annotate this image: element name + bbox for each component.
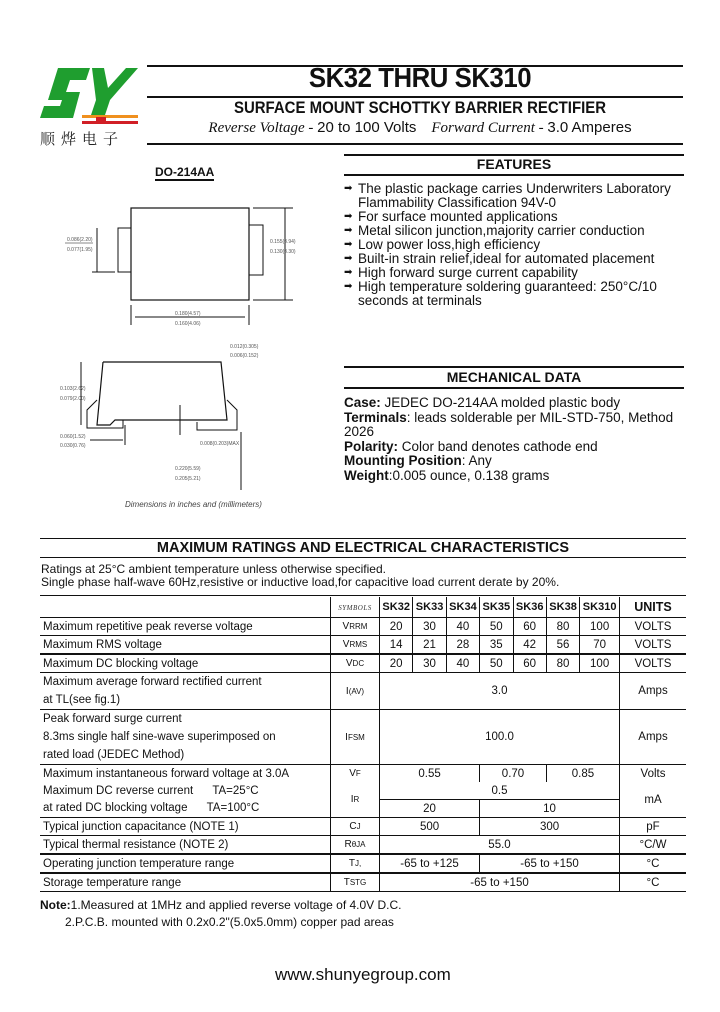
website-link[interactable]: www.shunyegroup.com — [275, 965, 451, 984]
divider — [344, 387, 684, 389]
feature-item: ➡ High forward surge current capability — [344, 265, 578, 280]
svg-text:0.077(1.95): 0.077(1.95) — [67, 247, 93, 253]
svg-text:0.220(5.59): 0.220(5.59) — [175, 466, 201, 472]
table-row: Maximum DC reverse current TA=25°C IR 0.5 mA — [40, 782, 686, 800]
reverse-voltage-value: 20 to 100 Volts — [317, 119, 417, 136]
package-top-view-drawing — [55, 195, 345, 335]
svg-text:0.155(3.94): 0.155(3.94) — [270, 239, 296, 245]
forward-current-label: Forward Current - — [431, 120, 548, 136]
divider — [40, 557, 686, 558]
feature-item: ➡ For surface mounted applications — [344, 209, 558, 224]
note-1: 1.Measured at 1MHz and applied reverse voltage of 4.0V D.C. — [70, 898, 402, 912]
svg-text:0.030(0.76): 0.030(0.76) — [60, 443, 86, 449]
summary-ratings — [160, 119, 680, 137]
package-side-view-drawing — [55, 340, 345, 500]
features-list — [344, 182, 684, 308]
divider — [147, 143, 683, 145]
svg-text:0.205(5.21): 0.205(5.21) — [175, 476, 201, 482]
ratings-heading: MAXIMUM RATINGS AND ELECTRICAL CHARACTERISTICS — [156, 540, 570, 556]
dim-text: 0.086(2.20) — [67, 237, 93, 243]
table-row: Maximum RMS voltage VRMS 14 21 28 35 42 56 70 VOLTS — [40, 636, 686, 655]
notes-label: Note: — [40, 898, 71, 912]
svg-text:0.079(2.00): 0.079(2.00) — [60, 396, 86, 402]
table-row: Typical thermal resistance (NOTE 2) RθJA 55.0 °C/W — [40, 836, 686, 855]
divider — [40, 538, 686, 539]
subtitle: SURFACE MOUNT SCHOTTKY BARRIER RECTIFIER — [233, 98, 607, 117]
features-heading: FEATURES — [476, 156, 552, 172]
feature-item: ➡ High temperature soldering guaranteed: 250°C/10 seconds at terminals — [344, 279, 657, 308]
bullet-icon: ➡ — [344, 225, 353, 236]
svg-text:0.006(0.152): 0.006(0.152) — [230, 353, 259, 359]
bullet-icon: ➡ — [344, 183, 353, 194]
bullet-icon: ➡ — [344, 211, 353, 222]
svg-text:0.008(0.203)MAX: 0.008(0.203)MAX — [200, 441, 240, 447]
table-row: Maximum average forward rectified current at TL(see fig.1) I(AV) 3.0 Amps — [40, 673, 686, 710]
svg-text:0.060(1.52): 0.060(1.52) — [60, 434, 86, 440]
table-row: Maximum repetitive peak reverse voltage VRRM 20 30 40 50 60 80 100 VOLTS — [40, 618, 686, 636]
svg-text:0.103(2.62): 0.103(2.62) — [60, 386, 86, 392]
table-row: Typical junction capacitance (NOTE 1) CJ 500 300 pF — [40, 818, 686, 836]
table-header-row: SYMBOLS SK32 SK33 SK34 SK35 SK36 SK38 SK310 UNITS — [40, 597, 686, 618]
table-row: Maximum instantaneous forward voltage at 3.0A VF 0.55 0.70 0.85 Volts — [40, 765, 686, 783]
bullet-icon: ➡ — [344, 281, 353, 292]
svg-text:0.130(3.30): 0.130(3.30) — [270, 249, 296, 255]
bullet-icon: ➡ — [344, 253, 353, 264]
table-row: Operating junction temperature range TJ, -65 to +125 -65 to +150 °C — [40, 854, 686, 873]
reverse-voltage-label: Reverse Voltage - — [208, 120, 318, 136]
table-row: Peak forward surge current 8.3ms single half sine-wave superimposed on rated load (JEDEC Method) IFSM 100.0 Amps — [40, 710, 686, 765]
mechanical-heading: MECHANICAL DATA — [446, 369, 582, 385]
notes — [40, 897, 402, 931]
feature-item: ➡ Built-in strain relief,ideal for automated placement — [344, 251, 655, 266]
feature-item: ➡ Metal silicon junction,majority carrier conduction — [344, 223, 645, 238]
sy-logo-icon — [38, 60, 138, 130]
bullet-icon: ➡ — [344, 267, 353, 278]
divider — [40, 595, 686, 596]
page-title: SK32 THRU SK310 — [308, 62, 532, 93]
note-2: 2.P.C.B. mounted with 0.2x0.2"(5.0x5.0mm) copper pad areas — [65, 915, 394, 929]
feature-item: ➡ Low power loss,high efficiency — [344, 237, 541, 252]
bullet-icon: ➡ — [344, 239, 353, 250]
mechanical-data: Case: JEDEC DO-214AA molded plastic body Terminals: leads solderable per MIL-STD-750, Method 2026 Polarity: Color band denotes cathode end Mounting Position: Any Weight:0.005 ounce, 0.138 grams — [344, 395, 674, 483]
svg-text:0.012(0.305): 0.012(0.305) — [230, 344, 259, 350]
feature-item: ➡ The plastic package carries Underwriters Laboratory Flammability Classification 94V-0 — [344, 181, 671, 210]
table-row: at rated DC blocking voltage TA=100°C 20 10 — [40, 800, 686, 818]
ratings-table — [40, 597, 686, 892]
table-row: Storage temperature range TSTG -65 to +150 °C — [40, 873, 686, 892]
company-logo — [38, 60, 138, 150]
ratings-intro: Ratings at 25°C ambient temperature unless otherwise specified. Single phase half-wave 60Hz,resistive or inductive load,for capacitive load current derate by 20%. — [41, 562, 560, 589]
logo-chinese-text: 顺烨电子 — [40, 130, 125, 148]
table-row: Maximum DC blocking voltage VDC 20 30 40 50 60 80 100 VOLTS — [40, 654, 686, 673]
svg-text:0.160(4.06): 0.160(4.06) — [175, 321, 201, 327]
svg-text:0.180(4.57): 0.180(4.57) — [175, 311, 201, 317]
divider — [344, 366, 684, 368]
package-label: DO-214AA — [155, 165, 215, 179]
dimension-note: Dimensions in inches and (millimeters) — [125, 500, 262, 509]
divider — [344, 174, 684, 176]
forward-current-value: 3.0 Amperes — [547, 119, 632, 136]
